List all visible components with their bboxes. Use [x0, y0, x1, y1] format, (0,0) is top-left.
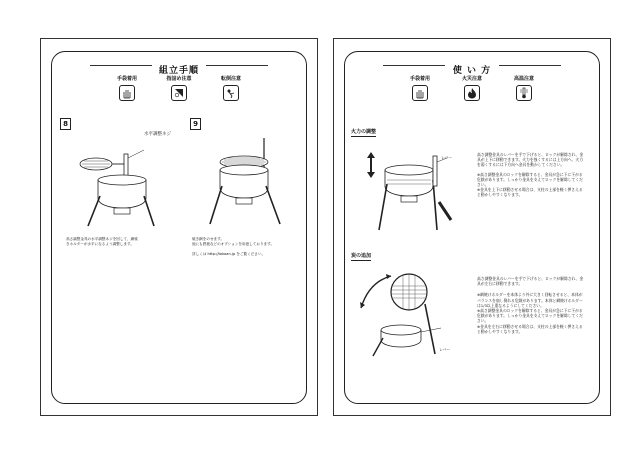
caution-label: 火災注意 — [461, 76, 482, 82]
finger-pinch-icon — [171, 85, 187, 101]
charcoal-add-illustration — [351, 268, 463, 358]
caution-label: 手袋着用 — [116, 76, 137, 82]
section-underline — [351, 260, 371, 261]
step9-illustration — [202, 130, 292, 230]
caution-fire — [453, 76, 491, 101]
usage-page — [333, 38, 611, 416]
step-number-9: 9 — [190, 118, 201, 130]
caution-label: 転倒注意 — [220, 76, 241, 82]
paragraph: ※高さ調整金具のロックを解除すると、金具が急に下に下がる危険があります。しっかり金具を支えてロックを解除してください。 — [477, 171, 583, 188]
heat-adjust-text — [477, 152, 585, 198]
paragraph: 高さ調整金具のレバーを手で下げると、ロックが解除され、金具が上下に移動できます。火力を強くするには上方向へ、火力を弱くするには下方向へ金具を動かしてください。 — [477, 152, 584, 168]
title-bar — [52, 58, 306, 76]
callout-level-screw: 水平調整ネジ — [144, 132, 171, 137]
step8-illustration — [70, 130, 156, 230]
caution-finger — [160, 76, 198, 101]
assembly-page — [40, 38, 318, 416]
page-title: 使 い 方 — [452, 66, 492, 76]
step8-text — [66, 237, 176, 247]
lever-label: レバー — [441, 155, 453, 160]
step-number-8: 8 — [60, 118, 71, 130]
paragraph: ※網焼けホルダーを本体より外に大きく回転させると、本体がバランスを崩し倒れる危険があります。本体と網焼けホルダーは1/3以上重なるようにしてください。 — [477, 292, 583, 308]
page-frame — [51, 51, 307, 404]
page-frame — [344, 51, 600, 404]
paragraph: ※高さ調整金具のロックを解除すると、金具が急に下に下がる危険があります。しっかり金具を支えてロックを解除してください。 — [477, 308, 583, 324]
charcoal-add-text — [477, 276, 585, 334]
step9-text-line: 他にも鉄板などのオプションを用意しております。 — [192, 242, 275, 246]
step8-text-line: きホルダーが水平になるよう調整します。 — [66, 242, 134, 246]
caution-glove — [401, 76, 439, 101]
step9-text — [192, 237, 304, 257]
section-underline — [351, 136, 376, 137]
title-rule-right — [206, 65, 268, 66]
caution-tipover — [212, 76, 250, 101]
section-heading-heat — [351, 128, 376, 137]
caution-row — [345, 76, 599, 101]
caution-label: 高温注意 — [513, 76, 534, 82]
tip-over-icon — [223, 85, 239, 101]
title-rule-left — [90, 65, 152, 66]
title-rule-right — [499, 65, 561, 66]
step9-text-link: 詳しくは http://tokoan.jp をご覧ください。 — [192, 252, 266, 256]
fire-icon — [464, 85, 480, 101]
heat-adjust-illustration — [355, 150, 465, 240]
lever-label: レバー — [439, 347, 451, 352]
page-title: 組立手順 — [158, 66, 199, 76]
caution-label: 手袋着用 — [409, 76, 430, 82]
title-bar — [345, 58, 599, 76]
section-heading-charcoal — [351, 252, 371, 261]
step8-text-line: 高さ調整金具の水平調整ネジを回して、網焼 — [66, 237, 138, 241]
paragraph: ※金具を上下に移動させる場合は、支柱の上部を軽く押さえると動かしやすくなります。 — [477, 187, 583, 198]
glove-icon — [412, 85, 428, 101]
paragraph: 高さ調整金具のレバーを手で下げると、ロックが解除され、金具が左右に移動できます。 — [477, 276, 584, 287]
thermometer-icon — [516, 85, 532, 101]
section-heading-text: 炭の追加 — [351, 253, 372, 259]
caution-glove — [108, 76, 146, 101]
caution-hot — [505, 76, 543, 101]
title-rule-left — [383, 65, 445, 66]
glove-icon — [119, 85, 135, 101]
section-heading-text: 火力の調整 — [351, 129, 377, 135]
caution-row — [52, 76, 306, 101]
paragraph: ※金具を左右に移動させる場合は、支柱の上部を軽く押さえると動かしやすくなります。 — [477, 323, 583, 334]
step9-text-line: 焼き網をのせます。 — [192, 237, 225, 241]
caution-label: 指詰め注意 — [166, 76, 192, 82]
